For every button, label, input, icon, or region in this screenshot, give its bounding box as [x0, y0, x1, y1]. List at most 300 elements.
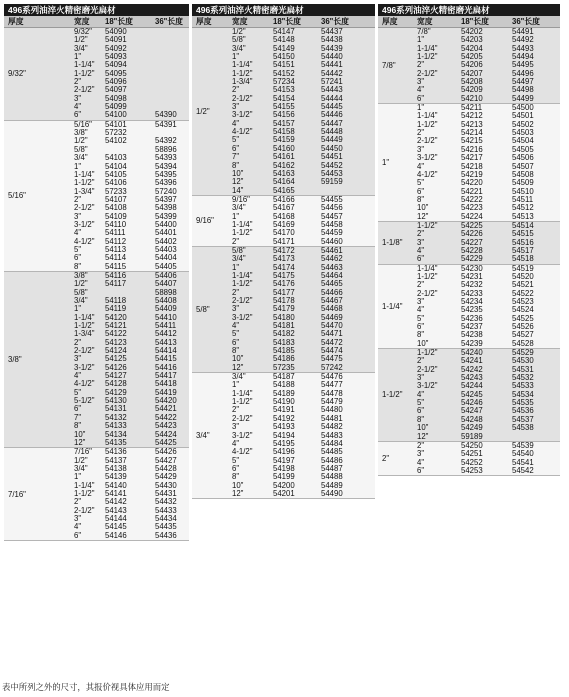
- part-18in-cell: 54105: [105, 170, 127, 179]
- width-cell: 1": [417, 104, 425, 113]
- width-cell: 5/8": [232, 36, 246, 45]
- width-cell: 1-1/2": [417, 272, 438, 281]
- table-row: [232, 330, 375, 338]
- part-18in-cell: 54090: [105, 28, 127, 36]
- width-cell: 2-1/2": [232, 297, 253, 305]
- width-cell: 9/32": [74, 28, 92, 36]
- part-36in-cell: 54478: [321, 389, 343, 398]
- part-36in-cell: 54534: [512, 390, 534, 399]
- part-36in-cell: 54451: [321, 153, 343, 162]
- width-cell: 12": [232, 363, 244, 372]
- width-cell: 4": [417, 246, 425, 255]
- width-cell: 4": [417, 86, 425, 95]
- part-18in-cell: 54207: [461, 69, 483, 78]
- width-cell: 7/8": [417, 28, 431, 36]
- width-cell: 6": [417, 94, 425, 103]
- table-row: [74, 263, 189, 271]
- width-cell: 1-1/2": [74, 179, 95, 188]
- table-row: [74, 330, 189, 338]
- part-18in-cell: 54160: [273, 144, 295, 153]
- width-cell: 6": [74, 405, 82, 414]
- width-cell: 3/4": [74, 297, 88, 305]
- thickness-label: 1": [382, 158, 390, 167]
- table-row: [232, 482, 375, 490]
- width-cell: 8": [74, 422, 82, 431]
- part-18in-cell: 54233: [461, 289, 483, 298]
- table-row: [417, 290, 560, 298]
- width-cell: 1/2": [74, 456, 88, 465]
- width-cell: 10": [232, 481, 244, 490]
- table-row: [417, 255, 560, 263]
- table-row: [417, 213, 560, 221]
- table-row: [74, 70, 189, 78]
- table-row: [232, 28, 375, 36]
- part-18in-cell: 54248: [461, 415, 483, 424]
- part-18in-cell: 54200: [273, 481, 295, 490]
- part-18in-cell: 54156: [273, 111, 295, 120]
- width-cell: 3": [417, 450, 425, 459]
- row-list: [417, 104, 560, 221]
- part-36in-cell: 54524: [512, 306, 534, 315]
- table-row: [232, 415, 375, 423]
- part-18in-cell: 54097: [105, 86, 127, 95]
- width-cell: 4-1/2": [74, 237, 95, 246]
- part-36in-cell: 54530: [512, 357, 534, 366]
- width-cell: 2-1/2": [417, 289, 438, 298]
- table-row: [74, 422, 189, 430]
- width-cell: 12": [74, 438, 86, 447]
- width-cell: 4": [74, 229, 82, 238]
- width-cell: 1-1/2": [74, 69, 95, 78]
- part-36in-cell: 54467: [321, 297, 343, 305]
- width-cell: 6": [417, 466, 425, 475]
- part-18in-cell: 57233: [105, 187, 127, 196]
- part-18in-cell: 54251: [461, 450, 483, 459]
- part-36in-cell: 54481: [321, 414, 343, 423]
- part-36in-cell: 54522: [512, 289, 534, 298]
- part-18in-cell: 57234: [273, 78, 295, 87]
- row-list: [232, 247, 375, 372]
- table-row: [74, 36, 189, 44]
- part-18in-cell: 54222: [461, 195, 483, 204]
- part-18in-cell: 54142: [105, 498, 127, 507]
- part-18in-cell: 54132: [105, 413, 127, 422]
- table-row: [74, 322, 189, 330]
- width-cell: 1": [74, 162, 82, 171]
- width-cell: 3": [232, 423, 240, 432]
- part-18in-cell: 54179: [273, 305, 295, 314]
- table-row: [232, 264, 375, 272]
- part-36in-cell: 54469: [321, 313, 343, 322]
- part-18in-cell: 54174: [273, 263, 295, 272]
- table-row: [74, 372, 189, 380]
- part-36in-cell: 54406: [155, 271, 177, 280]
- part-18in-cell: 54220: [461, 179, 483, 188]
- row-list: [417, 28, 560, 103]
- row-list: [74, 28, 189, 120]
- part-18in-cell: 59189: [461, 432, 483, 441]
- part-36in-cell: 54434: [155, 514, 177, 523]
- part-18in-cell: 54159: [273, 136, 295, 145]
- thickness-group: [4, 272, 189, 448]
- part-36in-cell: 54474: [321, 347, 343, 356]
- width-cell: 10": [74, 430, 86, 439]
- width-cell: 2": [417, 357, 425, 366]
- table-row: [232, 490, 375, 498]
- table-row: [417, 171, 560, 179]
- part-18in-cell: 54193: [273, 423, 295, 432]
- width-cell: 2-1/2": [232, 94, 253, 103]
- width-cell: 3-1/2": [417, 154, 438, 163]
- part-36in-cell: 54532: [512, 374, 534, 383]
- width-cell: 2": [232, 237, 240, 246]
- table-row: [232, 339, 375, 347]
- width-cell: 3": [417, 78, 425, 87]
- table-row: [417, 146, 560, 154]
- table-row: [232, 280, 375, 288]
- part-36in-cell: 54460: [321, 237, 343, 246]
- part-18in-cell: 54215: [461, 137, 483, 146]
- part-36in-cell: 54487: [321, 464, 343, 473]
- part-18in-cell: 54129: [105, 388, 127, 397]
- part-36in-cell: 54501: [512, 112, 534, 121]
- part-36in-cell: 54515: [512, 230, 534, 239]
- table-row: [232, 120, 375, 128]
- width-cell: 3-1/2": [232, 111, 253, 120]
- table-row: [74, 78, 189, 86]
- part-36in-cell: 54443: [321, 86, 343, 95]
- width-cell: 3-1/2": [232, 313, 253, 322]
- table-row: [417, 196, 560, 204]
- width-cell: 8": [74, 262, 82, 271]
- width-cell: 1/2": [74, 280, 88, 289]
- table-row: [417, 349, 560, 357]
- part-36in-cell: 54510: [512, 187, 534, 196]
- width-cell: 8": [232, 473, 240, 482]
- table-row: [74, 154, 189, 162]
- table-row: [74, 95, 189, 103]
- table-row: [74, 179, 189, 187]
- width-cell: 2-1/2": [417, 365, 438, 374]
- thickness-label: 1/2": [196, 106, 210, 116]
- width-cell: 2": [232, 288, 240, 297]
- table-row: [74, 523, 189, 531]
- part-18in-cell: 54190: [273, 398, 295, 407]
- thickness-label: 1-1/2": [382, 390, 403, 400]
- width-cell: 3/4": [232, 44, 246, 53]
- table-row: [232, 364, 375, 372]
- width-cell: 1-1/2": [74, 489, 95, 498]
- part-18in-cell: 54234: [461, 298, 483, 306]
- width-cell: 6": [417, 255, 425, 264]
- product-table-3: [378, 4, 560, 476]
- part-18in-cell: 54246: [461, 399, 483, 408]
- part-18in-cell: 54224: [461, 212, 483, 221]
- column-header-width: 宽度: [74, 17, 90, 26]
- width-cell: 2-1/2": [417, 69, 438, 78]
- part-18in-cell: 54119: [105, 305, 127, 314]
- thickness-group: [378, 222, 560, 265]
- table-row: [74, 272, 189, 280]
- table-row: [417, 78, 560, 86]
- part-18in-cell: 57232: [105, 129, 127, 138]
- table-row: [417, 366, 560, 374]
- part-36in-cell: 54520: [512, 272, 534, 281]
- row-list: [417, 222, 560, 264]
- width-cell: 12": [417, 432, 429, 441]
- part-18in-cell: [105, 289, 155, 297]
- part-18in-cell: 54249: [461, 424, 483, 433]
- thickness-label: 7/16": [8, 489, 26, 499]
- width-cell: 1": [74, 305, 82, 314]
- part-36in-cell: 54523: [512, 298, 534, 306]
- part-18in-cell: 54243: [461, 374, 483, 383]
- part-36in-cell: 54500: [512, 104, 534, 113]
- width-cell: 4-1/2": [74, 380, 95, 389]
- table-row: [232, 36, 375, 44]
- table-row: [417, 86, 560, 94]
- width-cell: 2": [417, 230, 425, 239]
- part-18in-cell: 54094: [105, 61, 127, 70]
- part-18in-cell: 54168: [273, 212, 295, 221]
- table-row: [232, 70, 375, 78]
- width-cell: 3": [417, 374, 425, 383]
- part-18in-cell: 54108: [105, 204, 127, 213]
- part-18in-cell: 54125: [105, 355, 127, 364]
- part-18in-cell: 54247: [461, 407, 483, 416]
- part-36in-cell: 54493: [512, 44, 534, 53]
- part-36in-cell: [155, 78, 189, 86]
- part-18in-cell: 54210: [461, 94, 483, 103]
- part-18in-cell: 54181: [273, 322, 295, 331]
- table-row: [232, 440, 375, 448]
- table-row: [74, 121, 189, 129]
- part-36in-cell: 54512: [512, 204, 534, 213]
- table-title: 496系列油淬火精密磨光扁材: [4, 4, 189, 16]
- part-18in-cell: 54146: [105, 531, 127, 540]
- part-18in-cell: 54154: [273, 94, 295, 103]
- width-cell: 2": [74, 338, 82, 347]
- part-36in-cell: 54415: [155, 355, 177, 364]
- part-36in-cell: 54502: [512, 120, 534, 129]
- part-36in-cell: 54411: [155, 322, 177, 331]
- part-36in-cell: [321, 187, 375, 195]
- part-36in-cell: 54492: [512, 36, 534, 45]
- part-36in-cell: [155, 129, 189, 137]
- thickness-label: 3/8": [8, 355, 22, 365]
- table-row: [232, 178, 375, 186]
- table-row: [232, 272, 375, 280]
- width-cell: 6": [74, 254, 82, 263]
- row-list: [232, 196, 375, 246]
- part-18in-cell: 54226: [461, 230, 483, 239]
- part-36in-cell: 54405: [155, 262, 177, 271]
- row-list: [74, 448, 189, 540]
- part-18in-cell: 54196: [273, 448, 295, 457]
- part-36in-cell: [155, 28, 189, 36]
- table-row: [232, 78, 375, 86]
- width-cell: 5/8": [74, 288, 88, 297]
- table-row: [417, 222, 560, 230]
- table-row: [417, 179, 560, 187]
- table-row: [232, 162, 375, 170]
- part-36in-cell: 54423: [155, 422, 177, 431]
- width-cell: 4": [74, 103, 82, 112]
- width-cell: 3/4": [232, 373, 246, 382]
- thickness-label: 2": [382, 454, 390, 464]
- table-row: [417, 467, 560, 475]
- thickness-group: [4, 448, 189, 541]
- part-36in-cell: 54391: [155, 120, 177, 129]
- part-36in-cell: 54442: [321, 69, 343, 78]
- part-18in-cell: 54188: [273, 381, 295, 390]
- part-18in-cell: 54128: [105, 380, 127, 389]
- part-36in-cell: 54458: [321, 220, 343, 229]
- part-18in-cell: 54250: [461, 441, 483, 450]
- part-36in-cell: 58896: [155, 145, 177, 154]
- part-36in-cell: 54430: [155, 481, 177, 490]
- width-cell: 7/16": [74, 448, 92, 457]
- part-36in-cell: 54401: [155, 229, 177, 238]
- part-18in-cell: 54214: [461, 129, 483, 138]
- part-18in-cell: 54102: [105, 137, 127, 146]
- part-18in-cell: 54165: [273, 186, 295, 195]
- width-cell: 5": [232, 456, 240, 465]
- table-row: [232, 289, 375, 297]
- table-row: [417, 28, 560, 36]
- width-cell: 1-1/2": [232, 280, 253, 289]
- part-36in-cell: 54507: [512, 162, 534, 171]
- table-row: [417, 340, 560, 348]
- width-cell: 5/16": [74, 120, 92, 129]
- part-36in-cell: 54465: [321, 280, 343, 289]
- part-36in-cell: 54525: [512, 314, 534, 323]
- product-table-2: [192, 4, 375, 499]
- table-row: [417, 230, 560, 238]
- width-cell: 6": [232, 464, 240, 473]
- part-36in-cell: [155, 36, 189, 44]
- table-row: [74, 355, 189, 363]
- width-cell: 6": [74, 111, 82, 120]
- part-18in-cell: 54135: [105, 438, 127, 447]
- table-row: [74, 305, 189, 313]
- part-36in-cell: 54432: [155, 498, 177, 507]
- width-cell: 12": [232, 178, 244, 187]
- table-row: [232, 238, 375, 246]
- part-36in-cell: 54398: [155, 204, 177, 213]
- thickness-group: [378, 265, 560, 349]
- table-row: [417, 247, 560, 255]
- width-cell: 3/4": [74, 464, 88, 473]
- width-cell: 2-1/2": [417, 137, 438, 146]
- part-36in-cell: 54453: [321, 169, 343, 178]
- table-row: [232, 255, 375, 263]
- table-row: [417, 163, 560, 171]
- table-row: [74, 380, 189, 388]
- width-cell: 4": [417, 162, 425, 171]
- width-cell: 10": [232, 355, 244, 364]
- part-18in-cell: 54095: [105, 69, 127, 78]
- table-row: [74, 490, 189, 498]
- part-18in-cell: 54192: [273, 414, 295, 423]
- part-36in-cell: [155, 45, 189, 53]
- part-18in-cell: 54123: [105, 338, 127, 347]
- table-row: [74, 254, 189, 262]
- width-cell: 1-1/4": [74, 481, 95, 490]
- width-cell: 6": [232, 338, 240, 347]
- width-cell: 2": [417, 129, 425, 138]
- width-cell: 1/2": [232, 28, 246, 36]
- part-36in-cell: 54484: [321, 439, 343, 448]
- table-row: [74, 289, 189, 297]
- table-row: [232, 136, 375, 144]
- part-36in-cell: [155, 103, 189, 111]
- width-cell: 3/4": [74, 154, 88, 163]
- part-36in-cell: 54521: [512, 281, 534, 290]
- part-18in-cell: 54231: [461, 272, 483, 281]
- part-36in-cell: 54508: [512, 170, 534, 179]
- width-cell: 1-1/4": [232, 220, 253, 229]
- part-36in-cell: 54395: [155, 170, 177, 179]
- table-row: [417, 188, 560, 196]
- part-18in-cell: 54211: [461, 104, 483, 113]
- part-36in-cell: [155, 86, 189, 94]
- table-row: [74, 53, 189, 61]
- width-cell: 6": [74, 531, 82, 540]
- width-cell: 3": [417, 298, 425, 306]
- part-18in-cell: 54172: [273, 246, 295, 255]
- part-36in-cell: 57241: [321, 78, 343, 87]
- part-36in-cell: 54441: [321, 61, 343, 70]
- table-row: [232, 390, 375, 398]
- table-row: [232, 196, 375, 204]
- part-18in-cell: 54169: [273, 220, 295, 229]
- width-cell: 14": [232, 186, 244, 195]
- table-row: [232, 61, 375, 69]
- part-18in-cell: 54194: [273, 431, 295, 440]
- thickness-label: 1-1/8": [382, 238, 403, 248]
- part-18in-cell: 54176: [273, 280, 295, 289]
- part-36in-cell: 54463: [321, 263, 343, 272]
- width-cell: 1-1/4": [74, 61, 95, 70]
- part-18in-cell: 54115: [105, 262, 127, 271]
- part-36in-cell: 54392: [155, 137, 177, 146]
- part-18in-cell: 54126: [105, 363, 127, 372]
- table-row: [74, 507, 189, 515]
- part-18in-cell: 54209: [461, 86, 483, 95]
- width-cell: 1-1/2": [417, 120, 438, 129]
- width-cell: 8": [417, 331, 425, 340]
- table-row: [74, 405, 189, 413]
- part-36in-cell: 54407: [155, 280, 177, 289]
- part-36in-cell: 54422: [155, 413, 177, 422]
- part-36in-cell: 54483: [321, 431, 343, 440]
- width-cell: 6": [417, 323, 425, 332]
- part-36in-cell: 54437: [321, 28, 343, 36]
- part-36in-cell: 54485: [321, 448, 343, 457]
- width-cell: 3": [74, 212, 82, 221]
- width-cell: 3-1/2": [232, 431, 253, 440]
- part-36in-cell: 54516: [512, 238, 534, 247]
- part-36in-cell: 54394: [155, 162, 177, 171]
- part-18in-cell: 54242: [461, 365, 483, 374]
- part-18in-cell: 54225: [461, 221, 483, 230]
- part-18in-cell: 54203: [461, 36, 483, 45]
- table-row: [232, 448, 375, 456]
- width-cell: 2": [232, 86, 240, 95]
- part-36in-cell: 54438: [321, 36, 343, 45]
- table-title: 496系列油淬火精密磨光扁材: [192, 4, 375, 16]
